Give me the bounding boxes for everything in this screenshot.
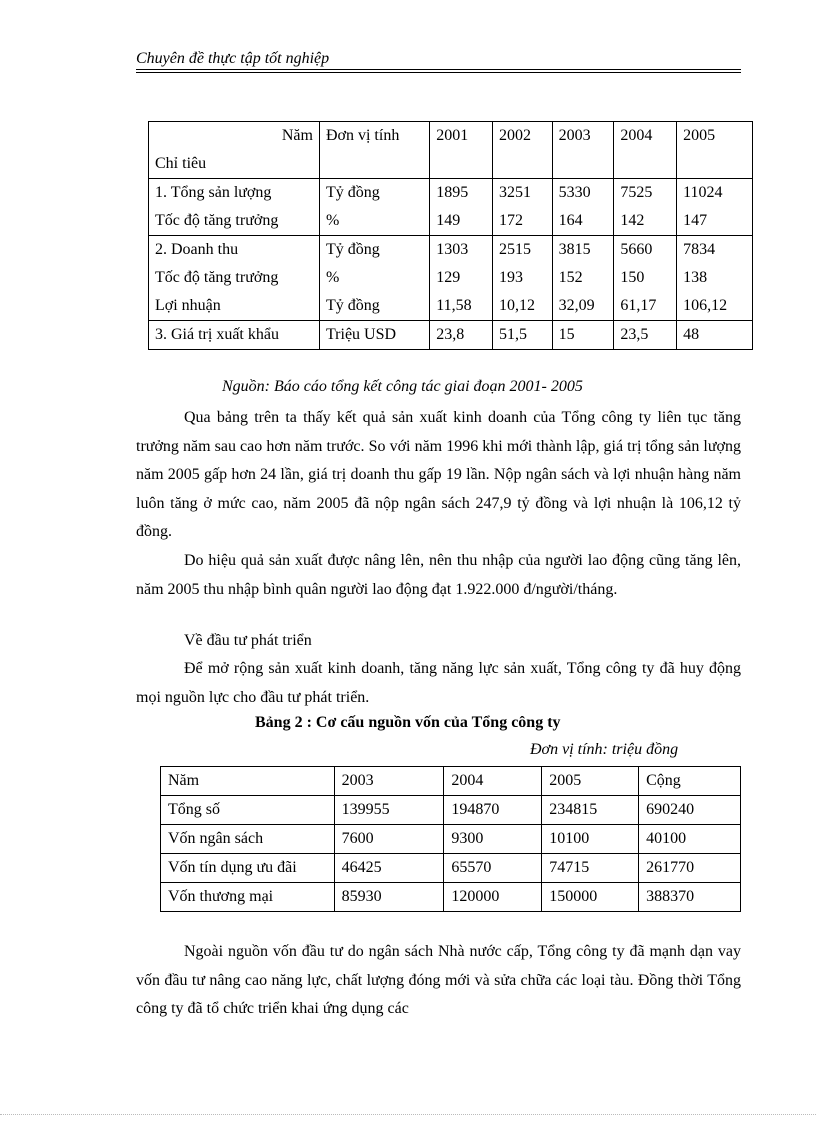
table-row [149, 264, 753, 292]
business-results-table [148, 121, 753, 350]
page-header-title: Chuyên đề thực tập tốt nghiệp [136, 50, 330, 67]
table-row [149, 179, 753, 208]
table-cell: 261770 [639, 854, 741, 883]
year-header: 2005 [677, 122, 753, 179]
table-cell: Tổng số [161, 796, 335, 825]
table-cell: 15 [552, 321, 614, 350]
table-cell: 139955 [334, 796, 444, 825]
table-cell: 690240 [639, 796, 741, 825]
row-label: Tốc độ tăng trưởng [149, 207, 320, 236]
indicator-header-label: Chỉ tiêu [155, 155, 207, 172]
table-cell: 32,09 [552, 292, 614, 321]
table-cell: 11024 [677, 179, 753, 208]
year-header-label: Năm [281, 127, 313, 144]
table-cell: 51,5 [492, 321, 552, 350]
table-cell: 10,12 [492, 292, 552, 321]
table-cell: 1303 [430, 236, 493, 265]
paragraph [136, 547, 741, 604]
table-cell: 40100 [639, 825, 741, 854]
table-cell: 172 [492, 207, 552, 236]
year-header: 2004 [614, 122, 677, 179]
table-row [149, 207, 753, 236]
header-rule [136, 72, 741, 73]
table-cell: 11,58 [430, 292, 493, 321]
table-row [149, 236, 753, 265]
table-cell: 1895 [430, 179, 493, 208]
table-cell: 7525 [614, 179, 677, 208]
table-cell: 85930 [334, 883, 444, 912]
table-cell: 5330 [552, 179, 614, 208]
table-cell: 120000 [444, 883, 542, 912]
table-cell: 10100 [542, 825, 639, 854]
table-cell: 65570 [444, 854, 542, 883]
year-header: 2003 [552, 122, 614, 179]
table-cell: 46425 [334, 854, 444, 883]
table-cell: 7600 [334, 825, 444, 854]
table-cell: 23,5 [614, 321, 677, 350]
table-header-cell: Cộng [639, 767, 741, 796]
table-row [161, 825, 741, 854]
table-row [149, 292, 753, 321]
table-cell: 138 [677, 264, 753, 292]
page-footer-rule [0, 1114, 816, 1115]
table-header-cell: 2003 [334, 767, 444, 796]
table-row [149, 321, 753, 350]
table-cell: 106,12 [677, 292, 753, 321]
table-row [161, 854, 741, 883]
row-label: Lợi nhuận [149, 292, 320, 321]
paragraph-text: Về đầu tư phát triển [184, 632, 312, 649]
table-cell: 48 [677, 321, 753, 350]
row-unit: % [319, 264, 429, 292]
table-cell: 150000 [542, 883, 639, 912]
table2-unit: Đơn vị tính: triệu đồng [530, 741, 679, 758]
paragraph-text: Để mở rộng sản xuất kinh doanh, tăng năng lực sản xuất, Tổng công ty đã huy động mọi nguồn lực cho đầu tư phát triển. [136, 660, 741, 706]
table-cell: 234815 [542, 796, 639, 825]
table-header-cell: Năm [161, 767, 335, 796]
row-label: 1. Tổng sản lượng [149, 179, 320, 208]
capital-structure-table [160, 766, 741, 912]
table-cell: 9300 [444, 825, 542, 854]
table-row [161, 883, 741, 912]
table-cell: 5660 [614, 236, 677, 265]
table-cell: 23,8 [430, 321, 493, 350]
table-cell: 3251 [492, 179, 552, 208]
table-cell: 7834 [677, 236, 753, 265]
paragraph-text: Do hiệu quả sản xuất được nâng lên, nên thu nhập của người lao động cũng tăng lên, năm 2005 thu nhập bình quân người lao động đạt 1.922.000 đ/người/tháng. [136, 552, 741, 598]
table-source-note: Nguồn: Báo cáo tổng kết công tác giai đoạn 2001- 2005 [222, 378, 583, 395]
table-header-row [161, 767, 741, 796]
paragraph-text: Qua bảng trên ta thấy kết quả sản xuất kinh doanh của Tổng công ty liên tục tăng trưởng năm sau cao hơn năm trước. So với năm 1996 khi mới thành lập, giá trị tổng sản lượng năm 2005 gấp hơn 24 lần, giá trị doanh thu gấp 19 lần. Nộp ngân sách và lợi nhuận hàng năm luôn tăng ở mức cao, năm 2005 đã nộp ngân sách 247,9 tỷ đồng và lợi nhuận là 106,12 tỷ đồng. [136, 409, 741, 540]
table-cell: 2515 [492, 236, 552, 265]
row-unit: Tỷ đồng [319, 292, 429, 321]
paragraph [136, 404, 741, 547]
row-unit: % [319, 207, 429, 236]
row-label: 3. Giá trị xuất khẩu [149, 321, 320, 350]
table2-title: Bảng 2 : Cơ cấu nguồn vốn của Tổng công ty [255, 714, 561, 731]
paragraph [136, 655, 741, 712]
table-cell: 150 [614, 264, 677, 292]
row-unit: Tỷ đồng [319, 236, 429, 265]
table-cell: 194870 [444, 796, 542, 825]
unit-header: Đơn vị tính [319, 122, 429, 179]
table-cell: Vốn thương mại [161, 883, 335, 912]
paragraph [136, 938, 741, 1024]
table-header-row [149, 122, 753, 179]
table-cell: 193 [492, 264, 552, 292]
year-header: 2002 [492, 122, 552, 179]
year-header: 2001 [430, 122, 493, 179]
table-cell: 129 [430, 264, 493, 292]
table-header-cell: 2005 [542, 767, 639, 796]
row-unit: Triệu USD [319, 321, 429, 350]
table-cell: 152 [552, 264, 614, 292]
table-cell: 142 [614, 207, 677, 236]
table-cell: 149 [430, 207, 493, 236]
row-unit: Tỷ đồng [319, 179, 429, 208]
table-cell: 164 [552, 207, 614, 236]
table-cell: 388370 [639, 883, 741, 912]
table-header-cell: 2004 [444, 767, 542, 796]
paragraph-text: Ngoài nguồn vốn đầu tư do ngân sách Nhà nước cấp, Tổng công ty đã mạnh dạn vay vốn đầu tư nâng cao năng lực, chất lượng đóng mới và sửa chữa các loại tàu. Đồng thời Tổng công ty đã tổ chức triển khai ứng dụng các [136, 943, 741, 1017]
paragraph [136, 627, 741, 656]
table-cell: 147 [677, 207, 753, 236]
header-rule [136, 69, 741, 70]
table-cell: 3815 [552, 236, 614, 265]
row-label: Tốc độ tăng trưởng [149, 264, 320, 292]
table-cell: 61,17 [614, 292, 677, 321]
table-cell: 74715 [542, 854, 639, 883]
table-cell: Vốn tín dụng ưu đãi [161, 854, 335, 883]
table-corner-header [149, 122, 320, 179]
row-label: 2. Doanh thu [149, 236, 320, 265]
table-cell: Vốn ngân sách [161, 825, 335, 854]
table-row [161, 796, 741, 825]
